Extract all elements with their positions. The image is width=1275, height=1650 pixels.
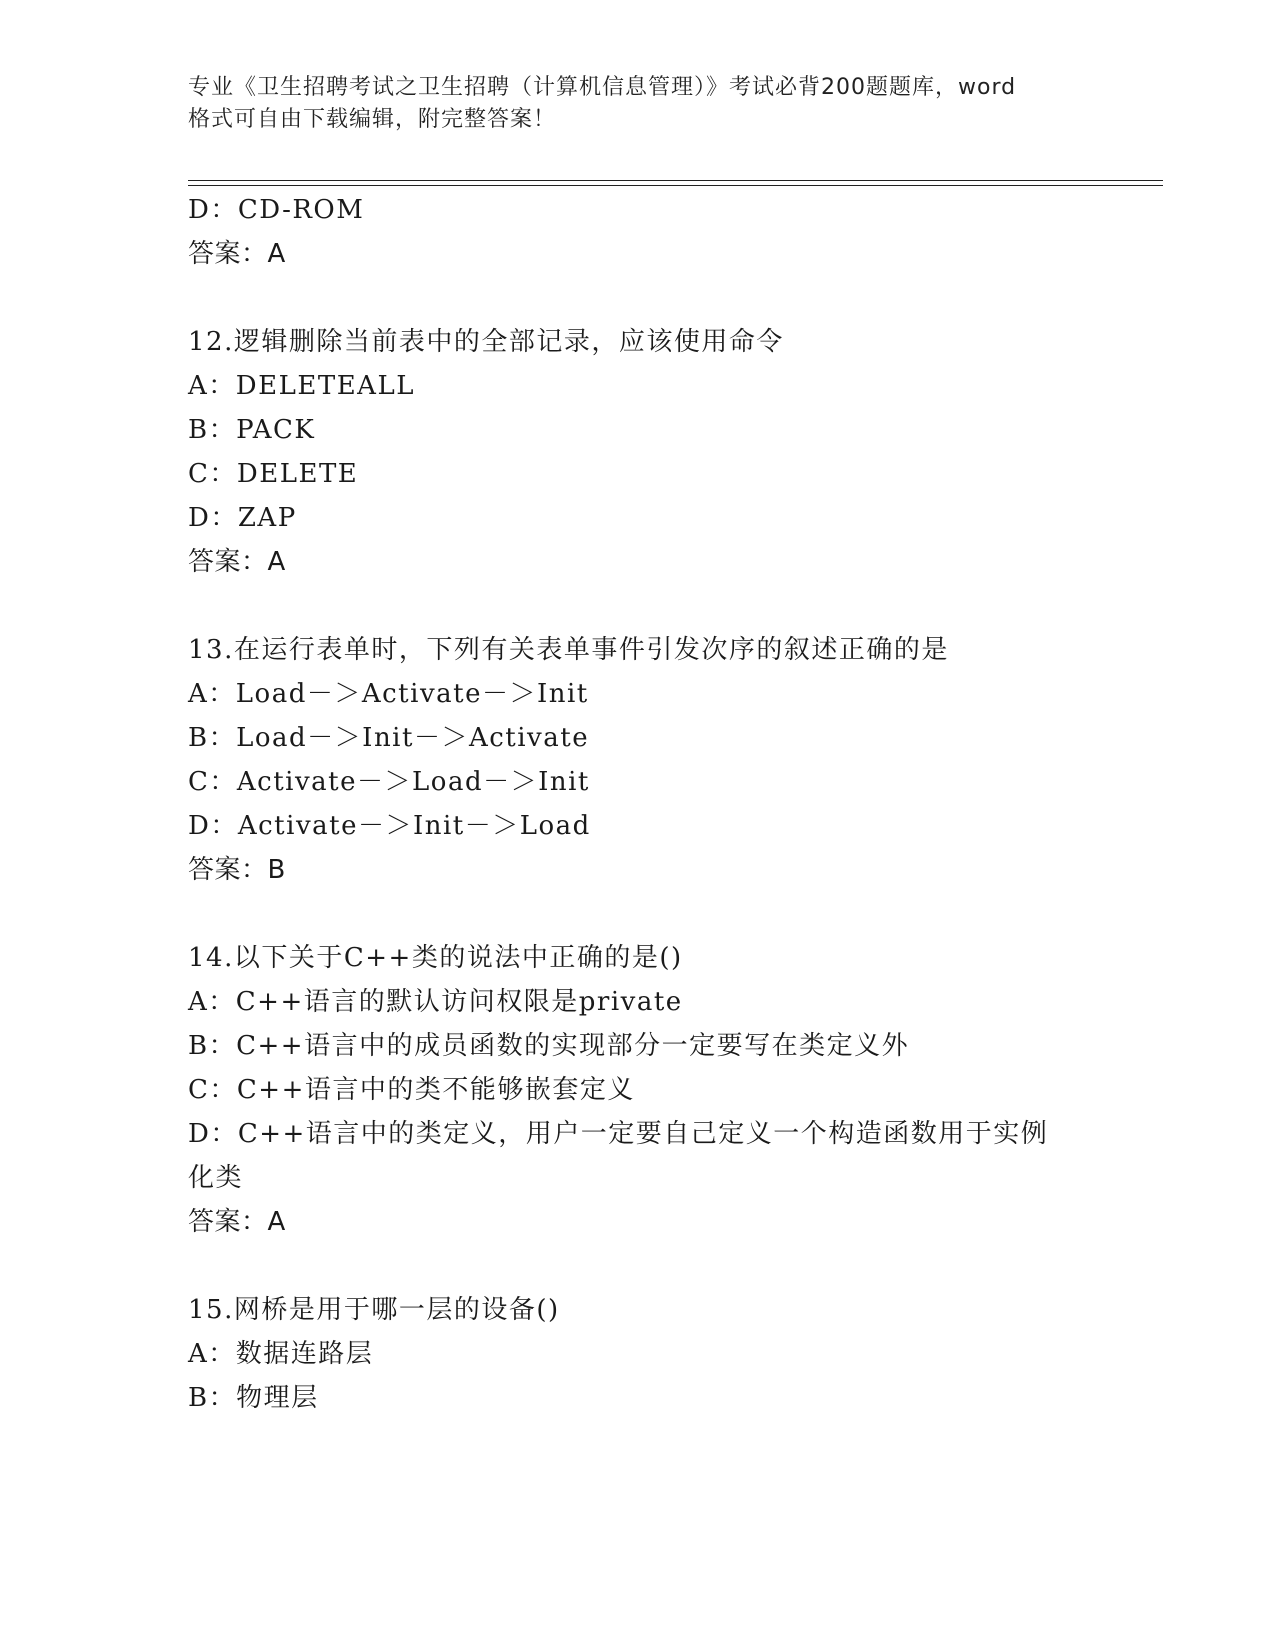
q12-option-a: A：DELETEALL: [188, 371, 415, 401]
header-line-2: 格式可自由下载编辑，附完整答案！: [188, 107, 557, 132]
q12-option-d: D：ZAP: [188, 503, 297, 533]
prev-answer: 答案：A: [188, 239, 286, 269]
q12-answer: 答案：A: [188, 547, 286, 577]
q12-option-b: B：PACK: [188, 415, 316, 445]
q13-answer: 答案：B: [188, 855, 286, 885]
header-line-1: 专业《卫生招聘考试之卫生招聘（计算机信息管理）》考试必背200题题库，word: [188, 75, 1017, 100]
q14-option-d-continued: 化类: [188, 1163, 244, 1193]
q13-option-c: C：Activate－＞Load－＞Init: [188, 767, 590, 797]
document-header: [188, 72, 1088, 136]
q14-answer: 答案：A: [188, 1207, 286, 1237]
prev-option-d: D：CD-ROM: [188, 195, 365, 225]
q12-option-c: C：DELETE: [188, 459, 359, 489]
q14-stem: 14.以下关于C++类的说法中正确的是(): [188, 943, 683, 973]
q14-option-b: B：C++语言中的成员函数的实现部分一定要写在类定义外: [188, 1031, 910, 1061]
q13-stem: 13.在运行表单时，下列有关表单事件引发次序的叙述正确的是: [188, 635, 949, 665]
q15-stem: 15.网桥是用于哪一层的设备(): [188, 1295, 560, 1325]
q15-option-b: B：物理层: [188, 1383, 319, 1413]
q13-option-d: D：Activate－＞Init－＞Load: [188, 811, 591, 841]
q12-stem: 12.逻辑删除当前表中的全部记录，应该使用命令: [188, 327, 784, 357]
q14-option-a: A：C++语言的默认访问权限是private: [188, 987, 683, 1017]
q14-option-c: C：C++语言中的类不能够嵌套定义: [188, 1075, 635, 1105]
q13-option-b: B：Load－＞Init－＞Activate: [188, 723, 590, 753]
header-divider-bottom: [188, 185, 1163, 186]
q14-option-d: D：C++语言中的类定义，用户一定要自己定义一个构造函数用于实例: [188, 1119, 1049, 1149]
q15-option-a: A：数据连路层: [188, 1339, 374, 1369]
header-divider-top: [188, 180, 1163, 181]
q13-option-a: A：Load－＞Activate－＞Init: [188, 679, 589, 709]
